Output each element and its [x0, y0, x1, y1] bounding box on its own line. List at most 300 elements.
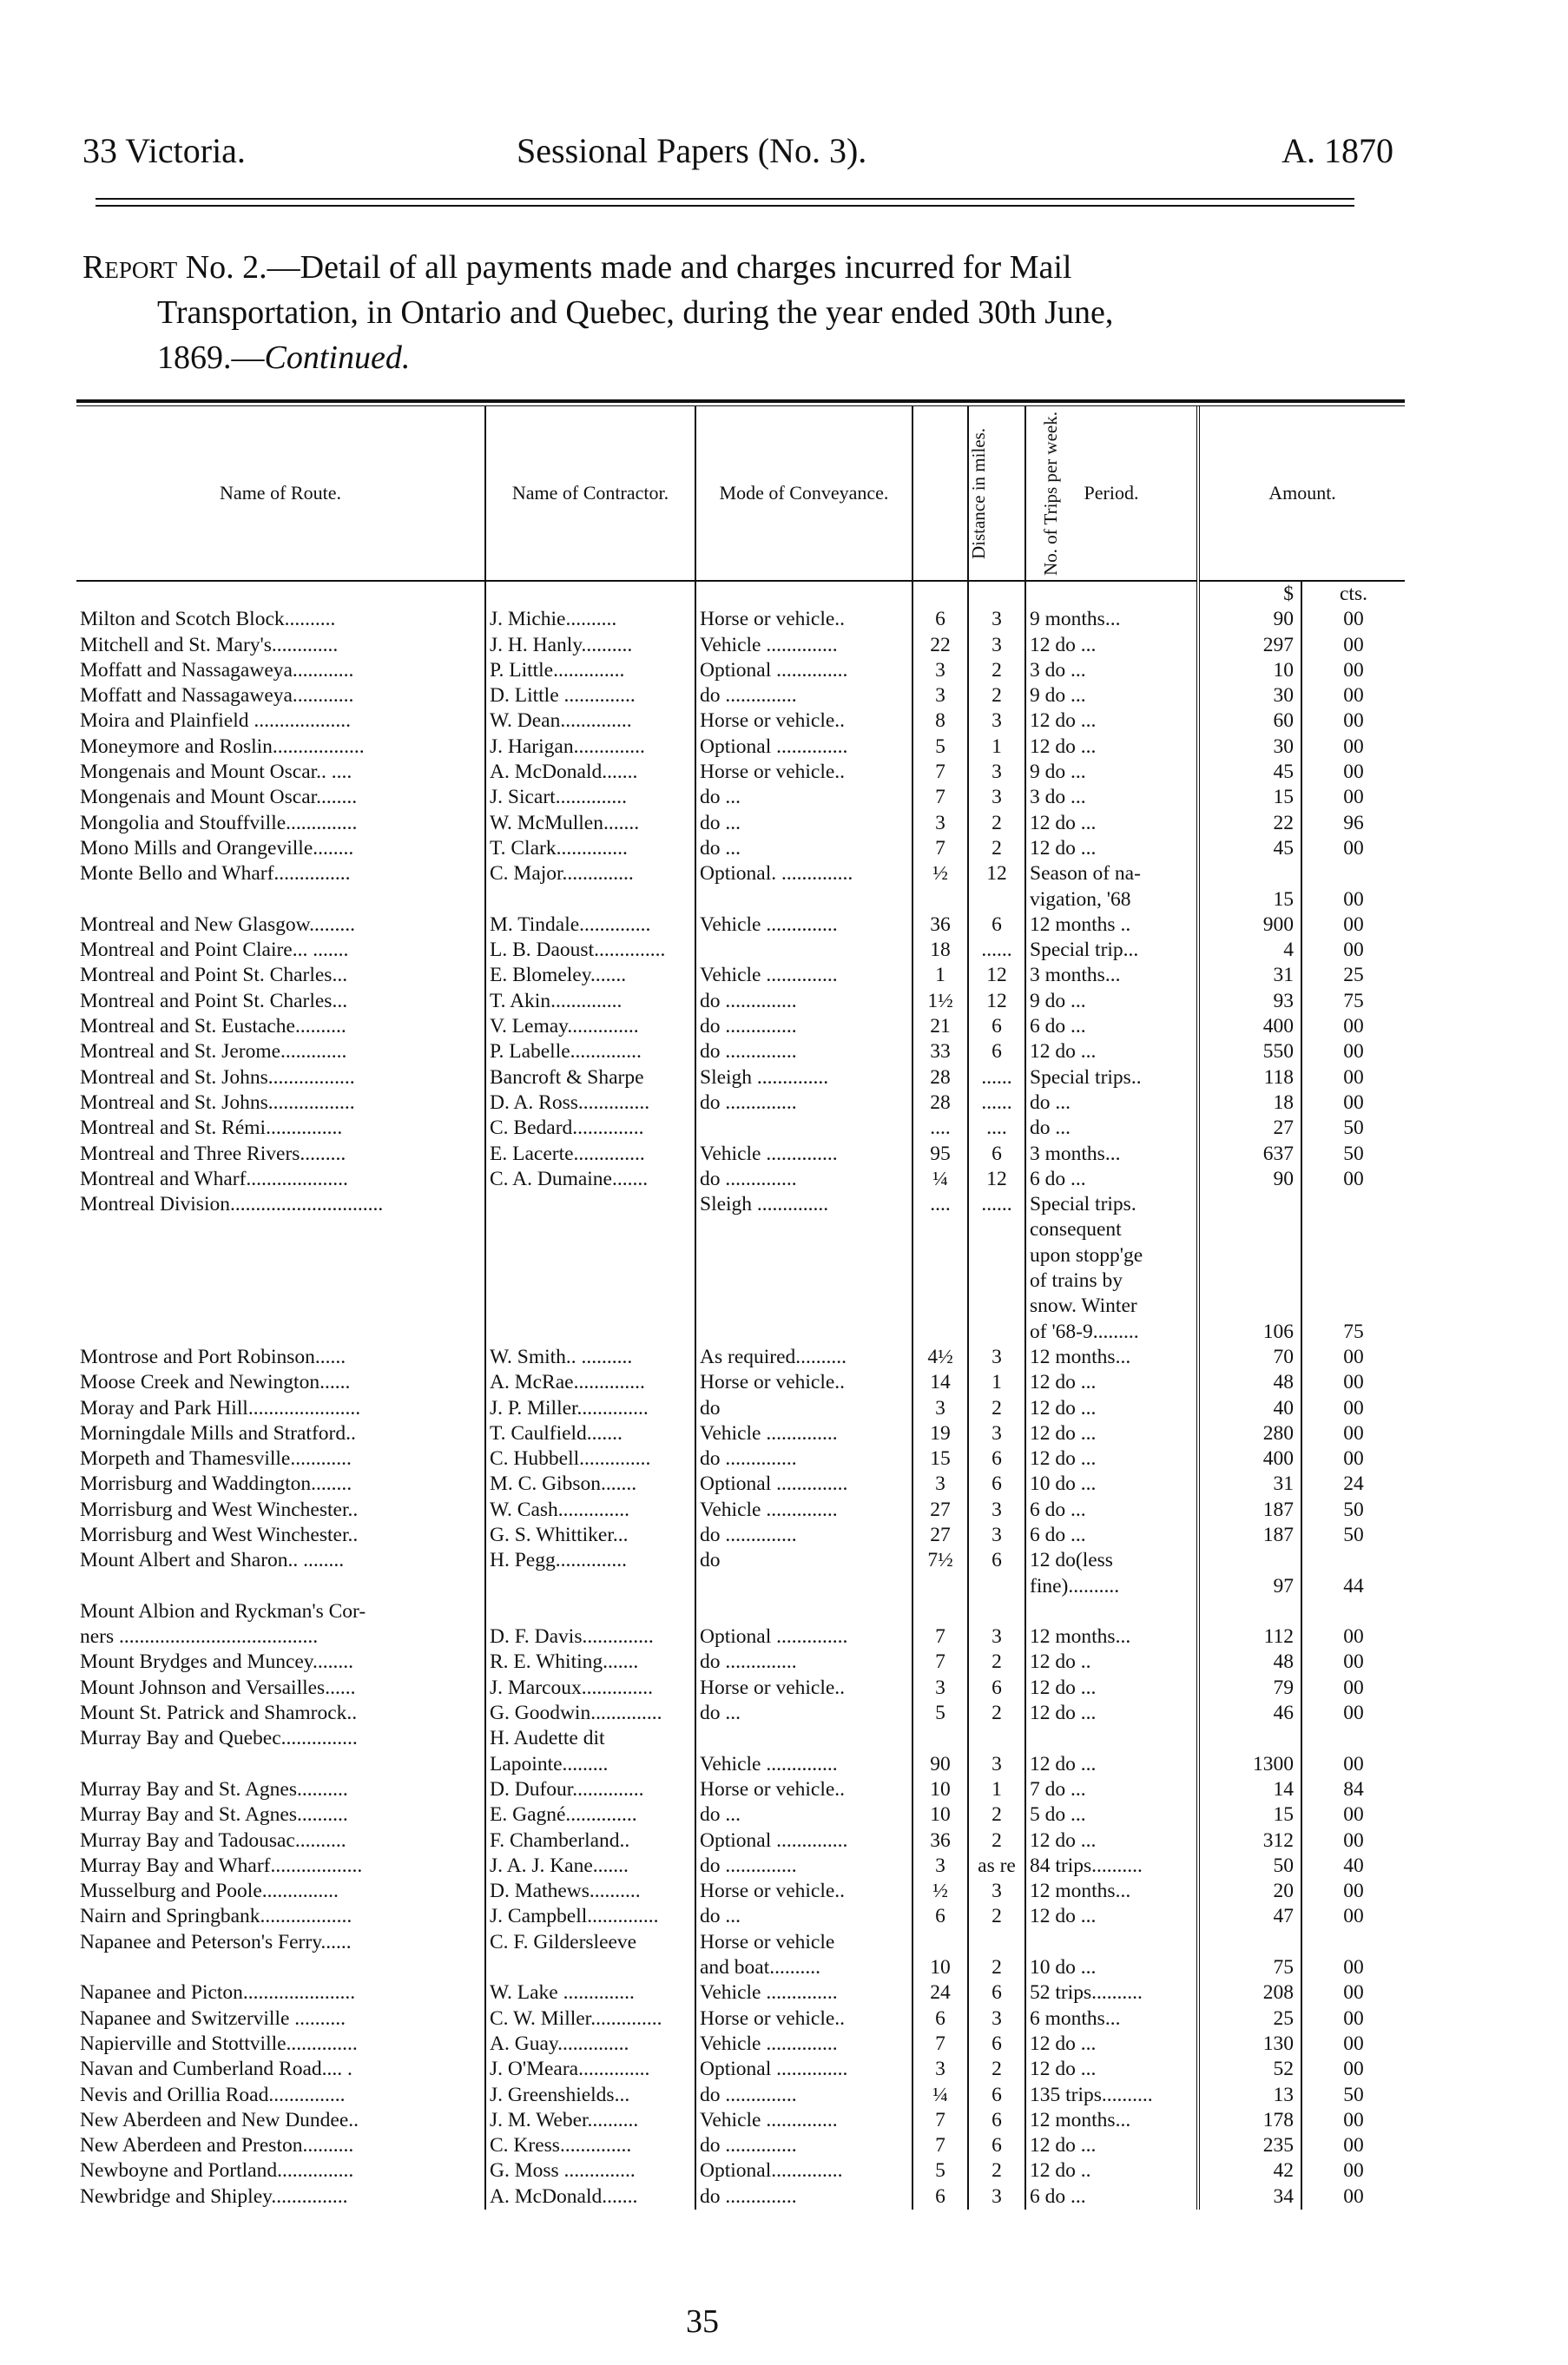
route-cell: Mitchell and St. Mary's............. [80, 633, 339, 656]
contractor-cell: F. Chamberland.. [485, 1828, 695, 1854]
table-row [76, 2108, 1405, 2133]
mode-cell: Vehicle .............. [695, 912, 912, 938]
table-row [76, 1624, 1405, 1650]
distance-cell: 7 [912, 2133, 968, 2158]
trips-cell: 3 [968, 1523, 1025, 1548]
mode-cell: Optional .............. [695, 658, 912, 683]
mode-cell: Horse or vehicle.. [695, 2006, 912, 2032]
period-cell: 12 do ... [1025, 1904, 1198, 1929]
distance-cell: 36 [912, 1828, 968, 1854]
contractor-cell [485, 1192, 695, 1217]
period-cell: 12 months... [1025, 1879, 1198, 1904]
period-cell: 12 do ... [1025, 1370, 1198, 1395]
mode-cell: do .............. [695, 1039, 912, 1064]
cents-cell: 00 [1301, 1396, 1405, 1421]
mode-cell: Vehicle .............. [695, 633, 912, 658]
mode-cell: Sleigh .............. [695, 1065, 912, 1090]
header-session: 33 Victoria. [82, 131, 246, 170]
table-row [76, 708, 1405, 734]
table-row [76, 1676, 1405, 1701]
mode-cell: Vehicle .............. [695, 1498, 912, 1523]
dollars-cell: 4 [1283, 939, 1294, 962]
cents-cell: 00 [1301, 1014, 1405, 1039]
distance-cell: 6 [912, 2006, 968, 2032]
cents-cell: 00 [1301, 2108, 1405, 2133]
trips-cell: 1 [968, 1370, 1025, 1395]
trips-cell: 2 [968, 1828, 1025, 1854]
trips-cell: 3 [968, 1624, 1025, 1650]
period-cell: 12 do ... [1025, 708, 1198, 734]
dollars-cell: 30 [1273, 684, 1294, 708]
trips-cell: 2 [968, 1802, 1025, 1828]
contractor-cell: E. Blomeley....... [485, 963, 695, 988]
distance-cell: ½ [912, 1879, 968, 1904]
mode-cell [695, 938, 912, 963]
contractor-cell: C. W. Miller.............. [485, 2006, 695, 2032]
contractor-cell: D. A. Ross.............. [485, 1090, 695, 1116]
mode-cell [695, 1294, 912, 1319]
header-sessional-papers: Sessional Papers (No. 3). [517, 131, 867, 170]
mode-cell: do .............. [695, 1523, 912, 1548]
cents-cell: 00 [1301, 1904, 1405, 1929]
trips-cell: 6 [968, 2133, 1025, 2158]
route-cell: Moose Creek and Newington...... [80, 1371, 351, 1394]
period-cell: 12 do .. [1025, 1650, 1198, 1675]
distance-cell [912, 1243, 968, 1268]
cents-cell: 00 [1301, 633, 1405, 658]
cents-cell: 00 [1301, 658, 1405, 683]
contractor-cell [485, 1243, 695, 1268]
trips-cell [968, 1320, 1025, 1345]
table-row [76, 1599, 1405, 1624]
mode-cell: do ... [695, 1802, 912, 1828]
period-cell: 3 do ... [1025, 785, 1198, 810]
trips-cell: 3 [968, 633, 1025, 658]
distance-cell: .... [912, 1192, 968, 1217]
route-cell: Montreal and New Glasgow......... [80, 912, 355, 936]
table-row [76, 1421, 1405, 1446]
trips-cell: 3 [968, 2184, 1025, 2210]
contractor-cell: T. Clark.............. [485, 836, 695, 861]
cents-cell: 00 [1301, 1828, 1405, 1854]
trips-cell [968, 1930, 1025, 1955]
distance-cell: 7 [912, 1650, 968, 1675]
cents-cell: 00 [1301, 2006, 1405, 2032]
distance-cell: 7 [912, 2108, 968, 2133]
contractor-cell: H. Audette dit [485, 1726, 695, 1751]
col-route-header: Name of Route. [76, 406, 485, 581]
cents-unit: cts. [1301, 581, 1405, 607]
table-row [76, 735, 1405, 760]
trips-cell [968, 1574, 1025, 1599]
cents-cell: 00 [1301, 1370, 1405, 1395]
distance-cell [912, 1268, 968, 1294]
table-row [76, 1243, 1405, 1268]
contractor-cell: L. B. Daoust.............. [485, 938, 695, 963]
route-cell [76, 1320, 485, 1345]
trips-cell: 6 [968, 912, 1025, 938]
cents-cell [1301, 1930, 1405, 1955]
cents-cell: 50 [1301, 1523, 1405, 1548]
trips-cell: 2 [968, 1904, 1025, 1929]
period-cell: 12 do ... [1025, 735, 1198, 760]
table-row [76, 1828, 1405, 1854]
trips-cell [968, 1726, 1025, 1751]
dollars-cell: 312 [1262, 1828, 1294, 1852]
col-trips-label: No. of Trips per week. [1040, 411, 1061, 576]
title-year: 1869.— [157, 339, 265, 376]
contractor-cell: W. Cash.............. [485, 1498, 695, 1523]
distance-cell: 3 [912, 1676, 968, 1701]
table-row [76, 811, 1405, 836]
period-cell: 10 do ... [1025, 1955, 1198, 1980]
cents-cell: 00 [1301, 708, 1405, 734]
cents-cell: 00 [1301, 1345, 1405, 1370]
route-cell: Montreal and St. Rémi............... [80, 1117, 343, 1140]
contractor-cell: J. A. J. Kane....... [485, 1854, 695, 1879]
distance-cell: 7 [912, 760, 968, 785]
trips-cell: 6 [968, 1014, 1025, 1039]
distance-cell: 14 [912, 1370, 968, 1395]
trips-cell [968, 1243, 1025, 1268]
dollars-cell: 52 [1273, 2058, 1294, 2081]
period-cell: 12 do(less [1025, 1548, 1198, 1573]
trips-cell: 3 [968, 708, 1025, 734]
period-cell: 12 do ... [1025, 1421, 1198, 1446]
distance-cell: 90 [912, 1752, 968, 1777]
period-cell: 3 months... [1025, 1142, 1198, 1167]
dollars-cell: 15 [1273, 887, 1294, 911]
distance-cell: 3 [912, 2057, 968, 2082]
contractor-cell [485, 1574, 695, 1599]
mode-cell: Vehicle .............. [695, 2108, 912, 2133]
trips-cell: ...... [968, 1065, 1025, 1090]
trips-cell: ...... [968, 1192, 1025, 1217]
period-cell: 9 do ... [1025, 760, 1198, 785]
distance-cell: 7 [912, 785, 968, 810]
cents-cell: 00 [1301, 1980, 1405, 2006]
distance-cell [912, 1320, 968, 1345]
distance-cell: 6 [912, 1904, 968, 1929]
cents-cell: 00 [1301, 912, 1405, 938]
title-line-3 [82, 335, 1367, 380]
route-cell: Montreal and Point St. Charles... [80, 989, 348, 1012]
trips-cell: 3 [968, 1498, 1025, 1523]
period-cell: 12 do ... [1025, 2133, 1198, 2158]
mode-cell: do .............. [695, 2133, 912, 2158]
mode-cell: Horse or vehicle.. [695, 1879, 912, 1904]
period-cell: 10 do ... [1025, 1472, 1198, 1497]
route-cell: Mongolia and Stouffville.............. [80, 811, 358, 834]
contractor-cell: T. Caulfield....... [485, 1421, 695, 1446]
period-cell: 9 do ... [1025, 989, 1198, 1014]
period-cell: 12 months... [1025, 1624, 1198, 1650]
dollars-cell [1198, 1268, 1301, 1294]
period-cell: Special trip... [1025, 938, 1198, 963]
route-cell: New Aberdeen and New Dundee.. [80, 2108, 359, 2131]
period-cell: 12 do ... [1025, 2057, 1198, 2082]
mode-cell: Optional .............. [695, 1624, 912, 1650]
distance-cell [912, 1599, 968, 1624]
cents-cell: 00 [1301, 2133, 1405, 2158]
mode-cell: do ... [695, 836, 912, 861]
table-row [76, 1650, 1405, 1675]
contractor-cell: J. M. Weber.......... [485, 2108, 695, 2133]
mode-cell [695, 1599, 912, 1624]
table-row [76, 1980, 1405, 2006]
contractor-cell: A. Guay.............. [485, 2032, 695, 2057]
cents-cell: 00 [1301, 683, 1405, 708]
route-cell [76, 1243, 485, 1268]
cents-cell: 00 [1301, 1650, 1405, 1675]
dollars-cell: 48 [1273, 1650, 1294, 1674]
route-cell: Morningdale Mills and Stratford.. [80, 1421, 356, 1445]
col-mode-header: Mode of Conveyance. [695, 406, 912, 581]
mode-cell: Horse or vehicle.. [695, 708, 912, 734]
trips-cell: 2 [968, 1650, 1025, 1675]
cents-cell: 75 [1301, 989, 1405, 1014]
table-top-rule [76, 399, 1405, 406]
cents-cell: 84 [1301, 1777, 1405, 1802]
report-title [82, 245, 1367, 380]
dollars-cell: 15 [1273, 1803, 1294, 1827]
cents-cell: 00 [1301, 1676, 1405, 1701]
distance-cell: 6 [912, 2184, 968, 2210]
cents-cell: 00 [1301, 1065, 1405, 1090]
route-cell: Moffatt and Nassagaweya............ [80, 658, 354, 682]
table-row [76, 861, 1405, 886]
contractor-cell [485, 1294, 695, 1319]
distance-cell: 7 [912, 1624, 968, 1650]
mode-cell: Horse or vehicle.. [695, 1777, 912, 1802]
period-cell: 12 do ... [1025, 1701, 1198, 1726]
cents-cell: 50 [1301, 2083, 1405, 2108]
distance-cell: ¼ [912, 2083, 968, 2108]
contractor-cell: C. Hubbell.............. [485, 1446, 695, 1472]
table-row [76, 1548, 1405, 1573]
trips-cell: 6 [968, 2108, 1025, 2133]
mode-cell: Optional .............. [695, 2057, 912, 2082]
col-amount-header: Amount. [1198, 406, 1405, 581]
distance-cell [912, 1574, 968, 1599]
period-cell: 6 do ... [1025, 2184, 1198, 2210]
trips-cell: 3 [968, 1421, 1025, 1446]
table-row [76, 607, 1405, 632]
period-cell: 6 do ... [1025, 1014, 1198, 1039]
cents-cell: 00 [1301, 2158, 1405, 2184]
table-row [76, 2158, 1405, 2184]
running-head [82, 130, 1393, 191]
trips-cell [968, 1599, 1025, 1624]
distance-cell: 5 [912, 2158, 968, 2184]
cents-cell: 00 [1301, 607, 1405, 632]
cents-cell: 00 [1301, 1090, 1405, 1116]
title-line-1 [82, 245, 1367, 290]
contractor-cell [485, 1217, 695, 1242]
contractor-cell: E. Lacerte.............. [485, 1142, 695, 1167]
dollars-cell: 106 [1262, 1320, 1294, 1343]
cents-cell: 00 [1301, 1421, 1405, 1446]
distance-cell: ¼ [912, 1167, 968, 1192]
route-cell: Montreal and St. Johns................. [80, 1090, 355, 1114]
contractor-cell: J. Harigan.............. [485, 735, 695, 760]
dollars-cell: 22 [1273, 811, 1294, 834]
route-cell: Morpeth and Thamesville............ [80, 1447, 352, 1471]
dollars-cell: 400 [1262, 1447, 1294, 1471]
distance-cell: 4½ [912, 1345, 968, 1370]
distance-cell: 8 [912, 708, 968, 734]
period-cell: 12 do ... [1025, 2032, 1198, 2057]
dollars-cell: 30 [1273, 735, 1294, 758]
cents-cell: 24 [1301, 1472, 1405, 1497]
contractor-cell: E. Gagné.............. [485, 1802, 695, 1828]
cents-cell: 44 [1301, 1574, 1405, 1599]
contractor-cell: G. S. Whittiker... [485, 1523, 695, 1548]
dollars-cell [1198, 1294, 1301, 1319]
table-row [76, 1726, 1405, 1751]
dollars-cell: 14 [1273, 1777, 1294, 1801]
route-cell: Morrisburg and Waddington........ [80, 1472, 352, 1496]
route-cell: Montreal and St. Johns................. [80, 1065, 355, 1089]
mode-cell: Optional .............. [695, 1828, 912, 1854]
mode-cell: do .............. [695, 1446, 912, 1472]
dollars-cell: 60 [1273, 709, 1294, 733]
distance-cell: 95 [912, 1142, 968, 1167]
trips-cell [968, 1294, 1025, 1319]
trips-cell: 12 [968, 989, 1025, 1014]
route-cell: Morrisburg and West Winchester.. [80, 1498, 359, 1521]
payments-table-wrapper [76, 399, 1405, 2210]
contractor-cell: J. Greenshields... [485, 2083, 695, 2108]
mode-cell [695, 1726, 912, 1751]
payments-table-body [76, 607, 1405, 2210]
trips-cell: ...... [968, 938, 1025, 963]
contractor-cell [485, 1268, 695, 1294]
table-row [76, 1320, 1405, 1345]
header-year: A. 1870 [1281, 131, 1393, 170]
route-cell: Musselburg and Poole............... [80, 1880, 339, 1903]
mode-cell: do ... [695, 1904, 912, 1929]
contractor-cell: W. McMullen....... [485, 811, 695, 836]
cents-cell: 00 [1301, 1701, 1405, 1726]
cents-cell [1301, 1192, 1405, 1217]
cents-cell [1301, 861, 1405, 886]
period-cell: Special trips.. [1025, 1065, 1198, 1090]
contractor-cell: D. F. Davis.............. [485, 1624, 695, 1650]
trips-cell: 1 [968, 735, 1025, 760]
mode-cell: Horse or vehicle.. [695, 607, 912, 632]
trips-cell: 12 [968, 1167, 1025, 1192]
period-cell: 3 do ... [1025, 658, 1198, 683]
route-cell: Mount St. Patrick and Shamrock.. [80, 1702, 358, 1725]
route-cell: Murray Bay and St. Agnes.......... [80, 1803, 348, 1827]
route-cell: Moray and Park Hill...................... [80, 1396, 361, 1420]
distance-cell [912, 1930, 968, 1955]
trips-cell: 2 [968, 683, 1025, 708]
table-row [76, 1370, 1405, 1395]
mode-cell [695, 1268, 912, 1294]
cents-cell: 75 [1301, 1320, 1405, 1345]
dollars-cell [1198, 1599, 1301, 1624]
period-cell [1025, 1930, 1198, 1955]
contractor-cell: D. Dufour.............. [485, 1777, 695, 1802]
table-row [76, 658, 1405, 683]
period-cell: consequent [1025, 1217, 1198, 1242]
route-cell: Moffatt and Nassagaweya............ [80, 684, 354, 708]
trips-cell: 2 [968, 836, 1025, 861]
cents-cell: 00 [1301, 1955, 1405, 1980]
distance-cell: 7½ [912, 1548, 968, 1573]
route-cell: Mount Brydges and Muncey........ [80, 1650, 354, 1674]
distance-cell: 21 [912, 1014, 968, 1039]
route-cell: Murray Bay and Wharf.................. [80, 1854, 363, 1877]
contractor-cell: T. Akin.............. [485, 989, 695, 1014]
table-row [76, 1777, 1405, 1802]
route-cell: Mongenais and Mount Oscar.. .... [80, 761, 352, 784]
table-row [76, 1879, 1405, 1904]
contractor-cell: W. Lake .............. [485, 1980, 695, 2006]
table-row [76, 2083, 1405, 2108]
distance-cell: 28 [912, 1065, 968, 1090]
contractor-cell: P. Labelle.............. [485, 1039, 695, 1064]
dollars-cell: 15 [1273, 786, 1294, 809]
trips-cell: 6 [968, 1142, 1025, 1167]
dollars-cell: 27 [1273, 1117, 1294, 1140]
trips-cell: 6 [968, 2083, 1025, 2108]
cents-cell: 00 [1301, 2057, 1405, 2082]
period-cell: 9 months... [1025, 607, 1198, 632]
route-cell: Montreal Division.............................. [80, 1193, 384, 1216]
cents-cell [1301, 1268, 1405, 1294]
cents-cell: 50 [1301, 1498, 1405, 1523]
trips-cell: 3 [968, 1752, 1025, 1777]
distance-cell: 6 [912, 607, 968, 632]
trips-cell: 6 [968, 2032, 1025, 2057]
contractor-cell: V. Lemay.............. [485, 1014, 695, 1039]
contractor-cell: J. Michie.......... [485, 607, 695, 632]
cents-cell [1301, 1294, 1405, 1319]
period-cell: 135 trips.......... [1025, 2083, 1198, 2108]
distance-cell: 3 [912, 683, 968, 708]
contractor-cell: D. Mathews.......... [485, 1879, 695, 1904]
mode-cell: and boat.......... [695, 1955, 912, 1980]
distance-cell: 1½ [912, 989, 968, 1014]
table-row [76, 1014, 1405, 1039]
route-cell: Mongenais and Mount Oscar........ [80, 786, 358, 809]
dollars-cell: 79 [1273, 1676, 1294, 1699]
contractor-cell: D. Little .............. [485, 683, 695, 708]
table-row [76, 2006, 1405, 2032]
dollars-cell: 45 [1273, 761, 1294, 784]
trips-cell [968, 1217, 1025, 1242]
period-cell: 52 trips.......... [1025, 1980, 1198, 2006]
mode-cell: do .............. [695, 1854, 912, 1879]
period-cell: 9 do ... [1025, 683, 1198, 708]
dollars-cell [1198, 1726, 1301, 1751]
dollars-cell [1198, 1192, 1301, 1217]
trips-cell: 3 [968, 2006, 1025, 2032]
title-report-word: Report [82, 249, 178, 286]
dollars-cell: 25 [1273, 2006, 1294, 2030]
period-cell: Season of na- [1025, 861, 1198, 886]
table-row [76, 633, 1405, 658]
mode-cell [695, 1217, 912, 1242]
table-row [76, 2032, 1405, 2057]
period-cell: 12 do .. [1025, 2158, 1198, 2184]
period-cell: 12 do ... [1025, 1396, 1198, 1421]
mode-cell: do [695, 1548, 912, 1573]
dollars-cell: 208 [1262, 1981, 1294, 2005]
